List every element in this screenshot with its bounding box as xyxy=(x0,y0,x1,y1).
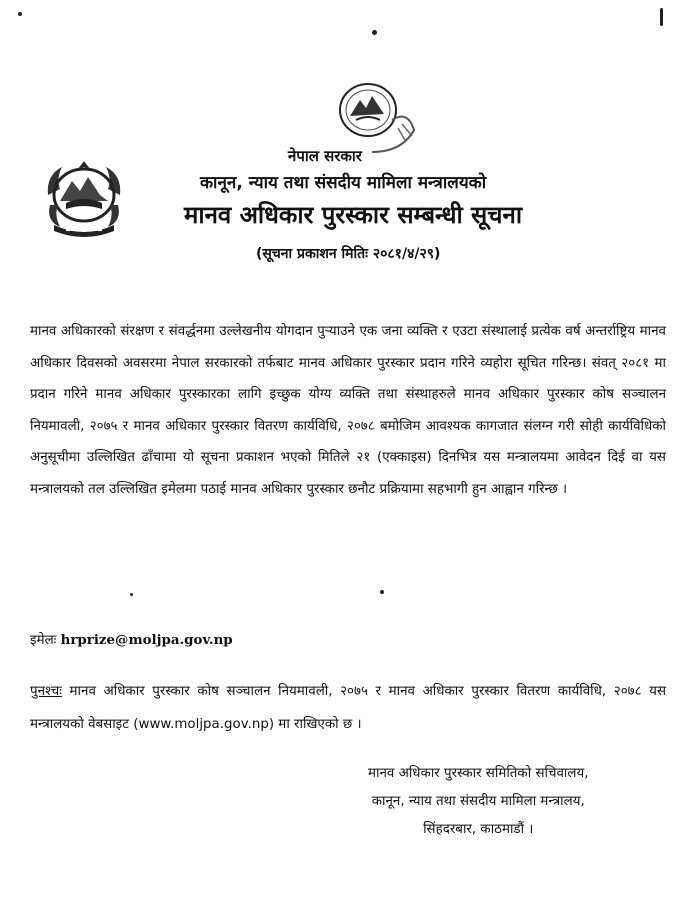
postscript xyxy=(30,675,666,741)
signature-line-3: सिंहदरबार, काठमाडौं । xyxy=(423,822,534,837)
ministry-seal-icon xyxy=(332,80,422,155)
government-name: नेपाल सरकार xyxy=(288,147,362,165)
notice-body: मानव अधिकारको संरक्षण र संवर्द्धनमा उल्लेखनीय योगदान पुऱ्याउने एक जना व्यक्ति र एउटा संस्थालाई प्रत्येक वर्ष अन्तर्राष्ट्रिय मानव अधिकार दिवसको अवसरमा नेपाल सरकारको तर्फबाट मानव अधिकार पुरस्कार प्रदान गरिने व्यहोरा सूचित गरिन्छ। संवत् २०८१ मा प्रदान गरिने मानव अधिकार पुरस्कारका लागि इच्छुक योग्य व्यक्ति तथा संस्थाहरुले मानव अधिकार पुरस्कार कोष सञ्चालन नियमावली, २०७५ र मानव अधिकार पुरस्कार वितरण कार्यविधि, २०७८ बमोजिम आवश्यक कागजात संलग्न गरी सोही कार्यविधिको अनुसूचीमा उल्लिखित ढाँचामा यो सूचना प्रकाशन भएको मितिले २१ (एक्काइस) दिनभित्र यस मन्त्रालयमा आवेदन दिई वा यस मन्त्रालयको तल उल्लिखित इमेलमा पठाई मानव अधिकार पुरस्कार छनौट प्रक्रियामा सहभागी हुन आह्वान गरिन्छ । xyxy=(30,324,666,497)
postscript-text: मानव अधिकार पुरस्कार कोष सञ्चालन नियमावली, २०७५ र मानव अधिकार पुरस्कार वितरण कार्यविधि, २०७८ यस मन्त्रालयको वेबसाइट (www.moljpa.gov.np) मा राखिएको छ । xyxy=(30,684,666,732)
scan-speck xyxy=(18,12,22,16)
email-label: इमेलः xyxy=(30,633,57,648)
publication-date: (सूचना प्रकाशन मितिः २०८१/४/२९) xyxy=(256,246,441,262)
scan-speck xyxy=(130,593,133,596)
email-line xyxy=(30,630,233,648)
postscript-label: पुनश्चः xyxy=(30,684,62,699)
signature-block xyxy=(368,760,588,844)
scan-speck xyxy=(660,8,663,26)
signature-line-1: मानव अधिकार पुरस्कार समितिको सचिवालय, xyxy=(368,766,589,781)
email-address[interactable]: hrprize@moljpa.gov.np xyxy=(60,632,233,648)
notice-title: मानव अधिकार पुरस्कार सम्बन्धी सूचना xyxy=(184,201,523,229)
signature-line-2: कानून, न्याय तथा संसदीय मामिला मन्त्रालय, xyxy=(371,794,585,809)
ministry-name: कानून, न्याय तथा संसदीय मामिला मन्त्रालयको xyxy=(200,173,487,193)
scan-speck xyxy=(380,590,384,594)
scan-speck xyxy=(372,30,377,35)
nepal-emblem-icon xyxy=(38,155,130,241)
